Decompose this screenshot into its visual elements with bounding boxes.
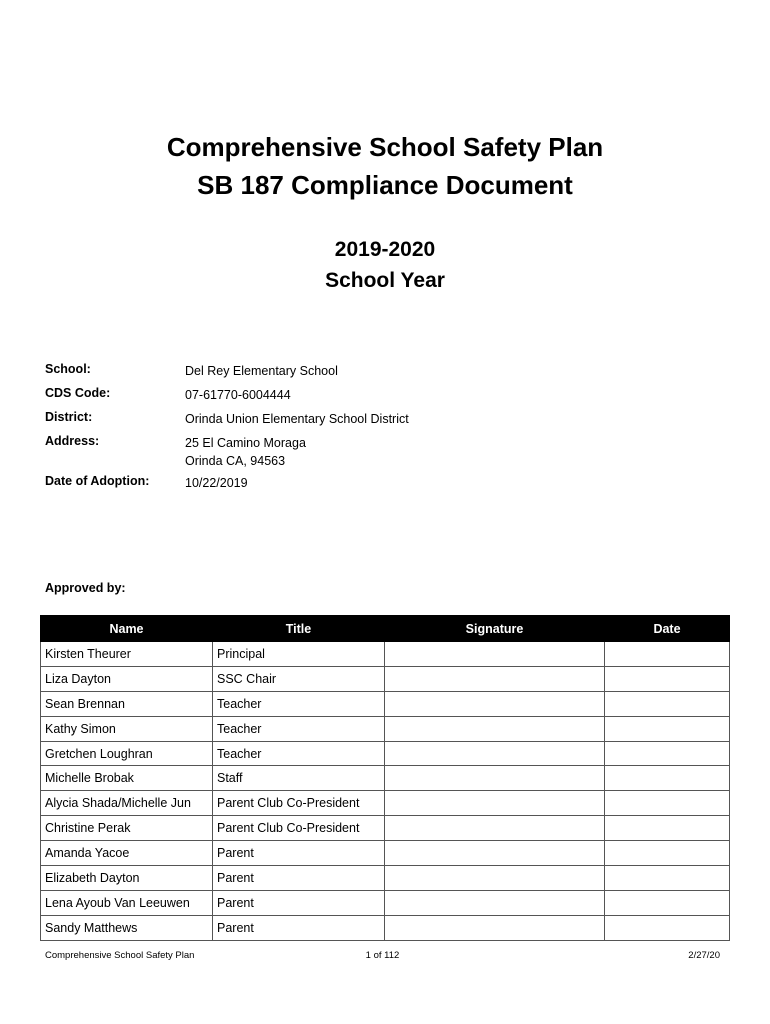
row-signature-cell [385, 791, 605, 816]
row-signature-cell [385, 915, 605, 940]
address-line-1: 25 El Camino Moraga [185, 436, 306, 450]
table-row [41, 766, 730, 791]
table-row [41, 890, 730, 915]
row-date-cell [605, 791, 730, 816]
school-value: Del Rey Elementary School [185, 364, 338, 378]
row-signature-cell [385, 666, 605, 691]
row-name-cell: Kathy Simon [41, 716, 213, 741]
table-row [41, 816, 730, 841]
document-title [0, 128, 770, 204]
row-title-cell: Parent [213, 890, 385, 915]
adoption-value: 10/22/2019 [185, 476, 248, 490]
footer-page-number: 1 of 112 [365, 950, 400, 961]
row-date-cell [605, 841, 730, 866]
year-range: 2019-2020 [334, 238, 436, 261]
row-name-cell: Elizabeth Dayton [41, 866, 213, 891]
header-name: Name [41, 616, 213, 642]
table-row [41, 666, 730, 691]
title-line-2: SB 187 Compliance Document [197, 170, 573, 200]
row-title-cell: Parent [213, 866, 385, 891]
table-row [41, 642, 730, 667]
row-name-cell: Liza Dayton [41, 666, 213, 691]
info-row-address [45, 434, 725, 474]
row-title-cell: Parent [213, 841, 385, 866]
row-date-cell [605, 691, 730, 716]
district-label: District: [45, 410, 93, 424]
adoption-label: Date of Adoption: [45, 474, 150, 488]
table-row [41, 716, 730, 741]
table-row [41, 915, 730, 940]
title-line-1: Comprehensive School Safety Plan [166, 132, 604, 162]
row-title-cell: Principal [213, 642, 385, 667]
footer-date: 2/27/20 [688, 950, 720, 961]
table-row [41, 866, 730, 891]
table-row [41, 691, 730, 716]
row-signature-cell [385, 841, 605, 866]
info-row-cds [45, 386, 725, 410]
table-body [41, 642, 730, 941]
header-date: Date [605, 616, 730, 642]
row-signature-cell [385, 866, 605, 891]
row-date-cell [605, 866, 730, 891]
row-title-cell: Teacher [213, 691, 385, 716]
row-signature-cell [385, 642, 605, 667]
row-name-cell: Gretchen Loughran [41, 741, 213, 766]
address-label: Address: [45, 434, 100, 448]
row-signature-cell [385, 766, 605, 791]
year-label: School Year [325, 269, 445, 292]
row-signature-cell [385, 741, 605, 766]
row-signature-cell [385, 691, 605, 716]
cds-value: 07-61770-6004444 [185, 388, 291, 402]
row-name-cell: Alycia Shada/Michelle Jun [41, 791, 213, 816]
row-title-cell: Teacher [213, 741, 385, 766]
row-date-cell [605, 816, 730, 841]
info-row-adoption [45, 474, 725, 498]
row-name-cell: Sandy Matthews [41, 915, 213, 940]
row-title-cell: SSC Chair [213, 666, 385, 691]
row-title-cell: Parent Club Co-President [213, 816, 385, 841]
row-date-cell [605, 890, 730, 915]
footer-doc-title: Comprehensive School Safety Plan [45, 950, 195, 961]
school-info [45, 362, 725, 498]
header-title: Title [213, 616, 385, 642]
address-line-2: Orinda CA, 94563 [185, 454, 286, 468]
row-name-cell: Michelle Brobak [41, 766, 213, 791]
district-value: Orinda Union Elementary School District [185, 412, 409, 426]
row-date-cell [605, 915, 730, 940]
table-row [41, 841, 730, 866]
row-name-cell: Lena Ayoub Van Leeuwen [41, 890, 213, 915]
row-date-cell [605, 766, 730, 791]
row-title-cell: Teacher [213, 716, 385, 741]
address-value [185, 434, 725, 474]
row-date-cell [605, 666, 730, 691]
row-name-cell: Sean Brennan [41, 691, 213, 716]
row-date-cell [605, 642, 730, 667]
row-name-cell: Amanda Yacoe [41, 841, 213, 866]
approval-table [40, 615, 730, 941]
cds-label: CDS Code: [45, 386, 111, 400]
row-signature-cell [385, 816, 605, 841]
table-row [41, 741, 730, 766]
school-label: School: [45, 362, 91, 376]
row-signature-cell [385, 890, 605, 915]
header-signature: Signature [385, 616, 605, 642]
row-date-cell [605, 741, 730, 766]
table-header-row [41, 616, 730, 642]
row-title-cell: Parent [213, 915, 385, 940]
row-date-cell [605, 716, 730, 741]
school-year [0, 234, 770, 296]
row-title-cell: Parent Club Co-President [213, 791, 385, 816]
approved-by-label: Approved by: [45, 581, 126, 595]
info-row-school [45, 362, 725, 386]
row-name-cell: Christine Perak [41, 816, 213, 841]
row-name-cell: Kirsten Theurer [41, 642, 213, 667]
row-title-cell: Staff [213, 766, 385, 791]
row-signature-cell [385, 716, 605, 741]
info-row-district [45, 410, 725, 434]
table-row [41, 791, 730, 816]
